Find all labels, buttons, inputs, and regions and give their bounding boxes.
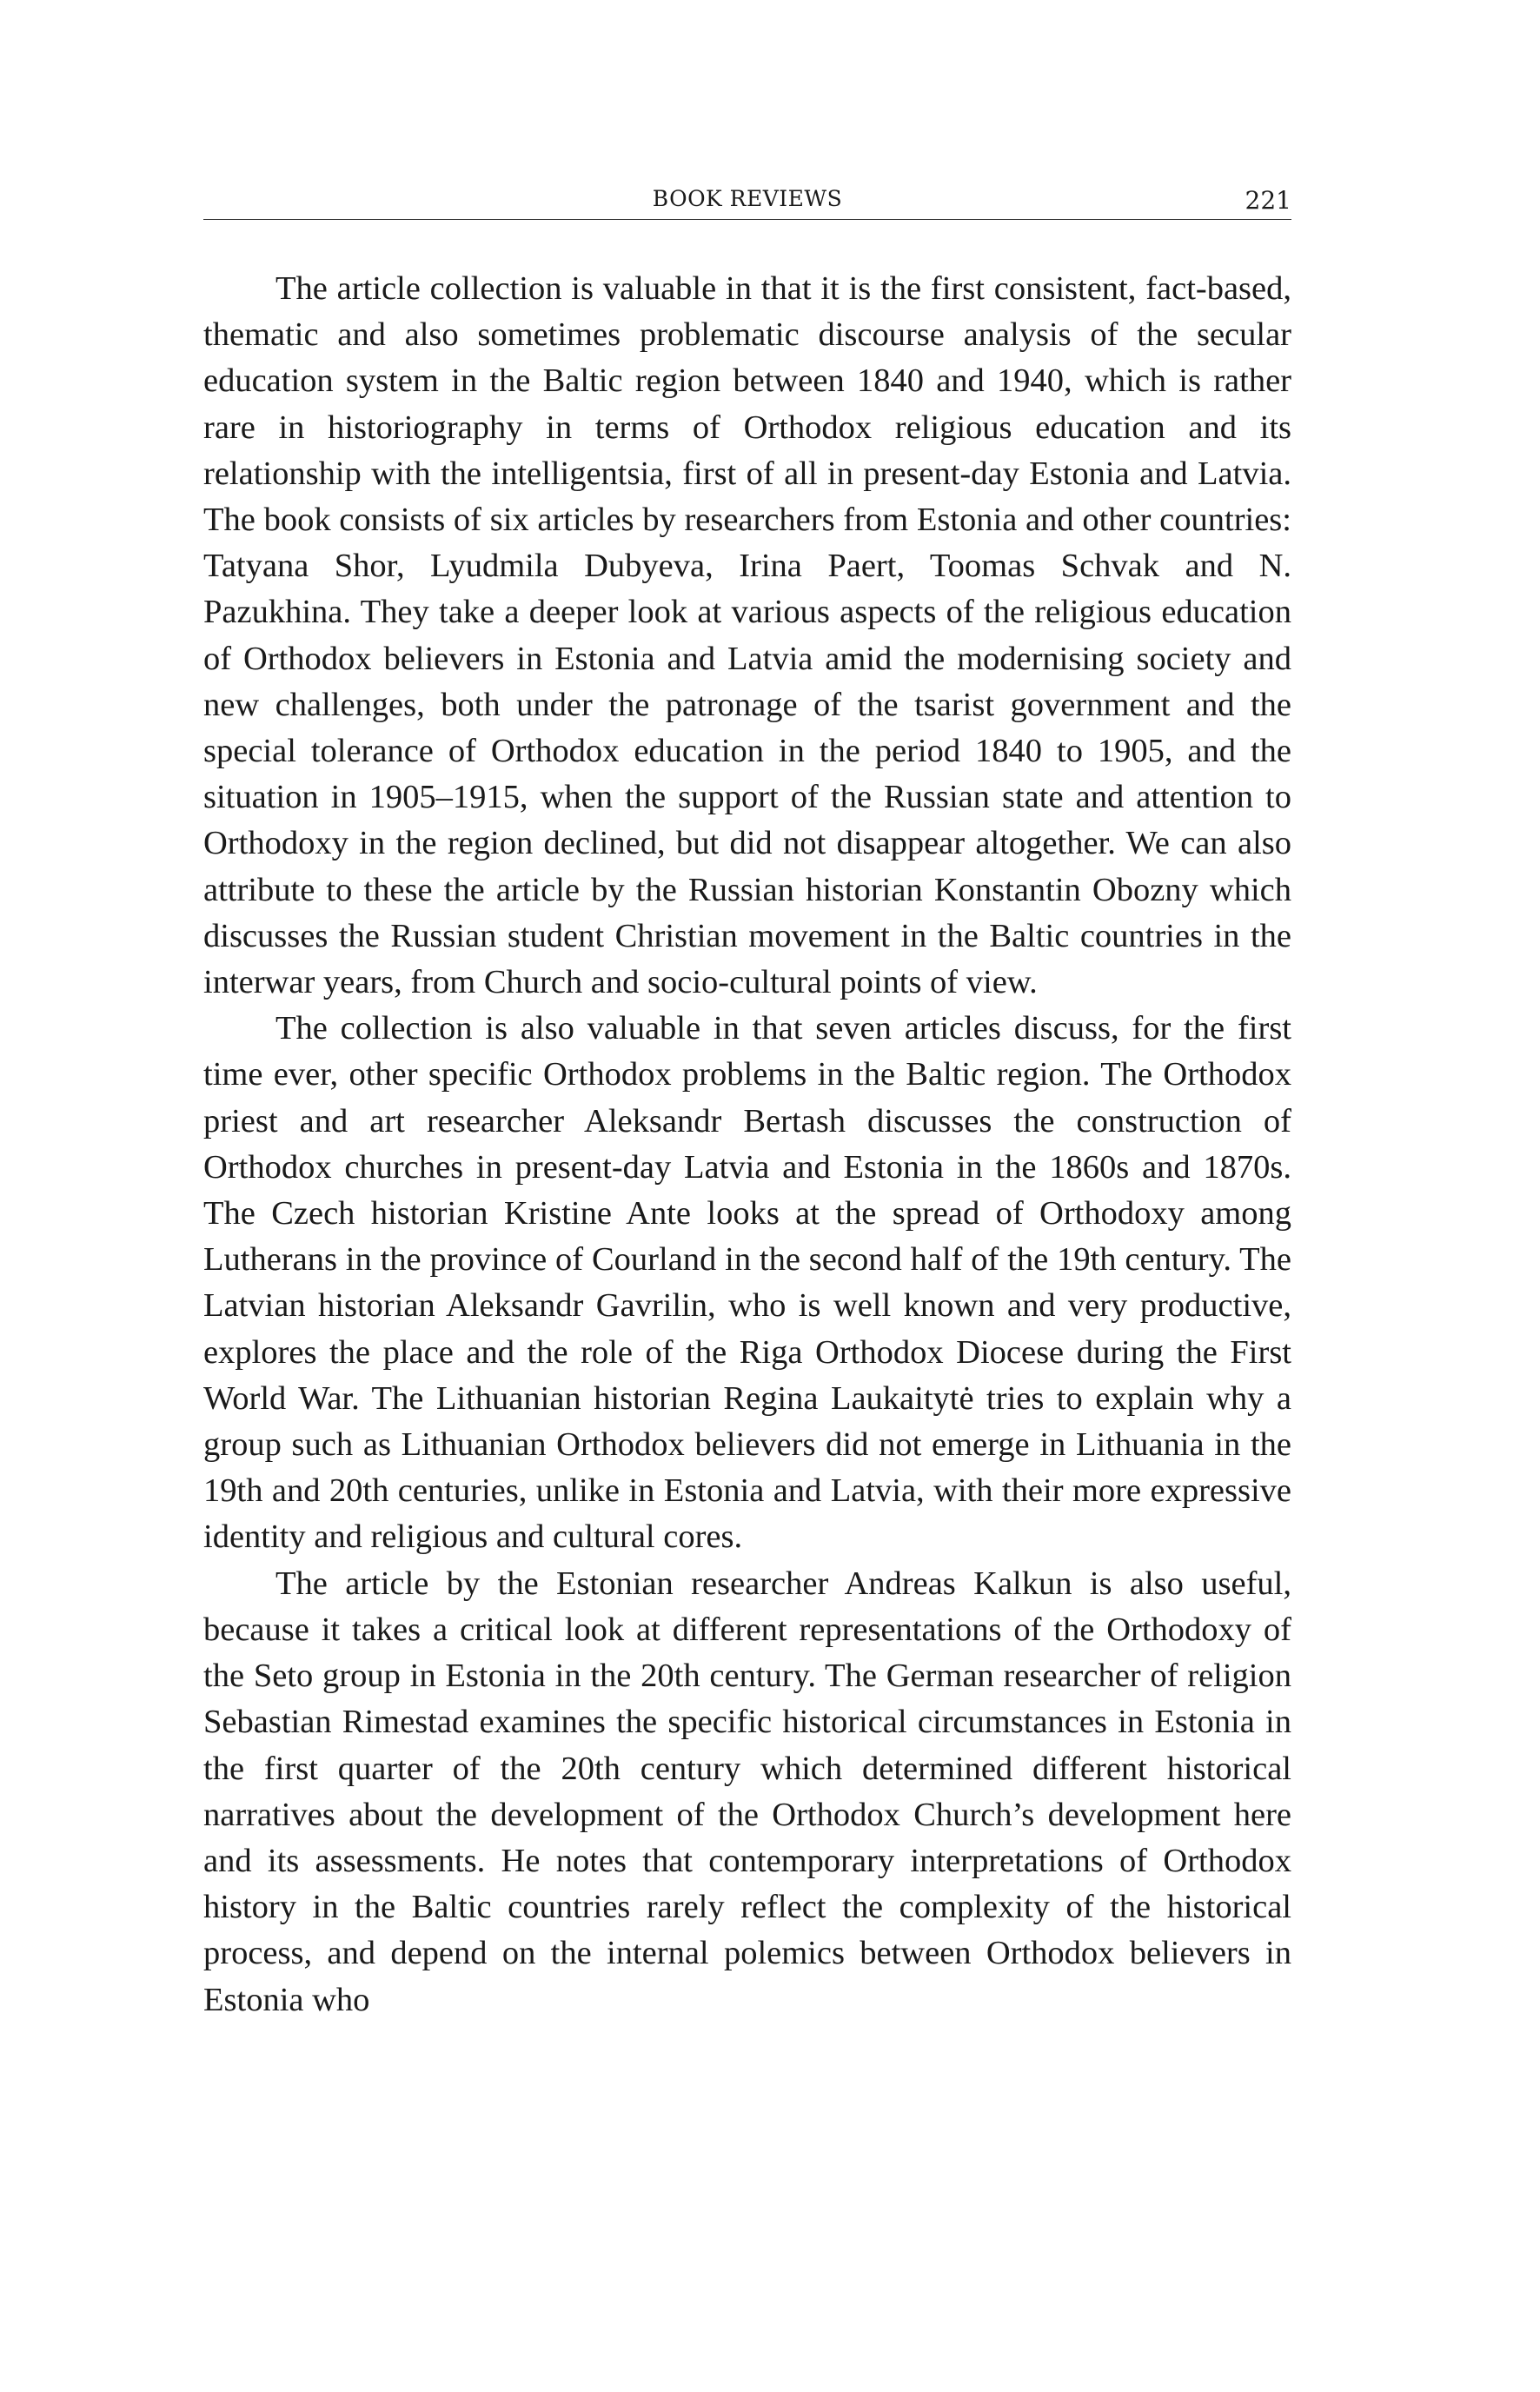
body-text bbox=[203, 266, 1291, 2023]
running-header bbox=[203, 184, 1291, 220]
book-page bbox=[203, 0, 1291, 2392]
paragraph-3: The article by the Estonian researcher Andreas Kalkun is also useful, because it takes a critical look at different representations of the Orthodoxy of the Seto group in Estonia in the 20th century. The German researcher of religion Sebastian Rimestad examines the specific historical circumstances in Estonia in the first quarter of the 20th century which determined different historical narratives about the development of the Orthodox Church’s development here and its assessments. He notes that contemporary interpretations of Orthodox history in the Baltic countries rarely reflect the complexity of the historical process, and depend on the internal polemics between Orthodox believers in Estonia who bbox=[203, 1565, 1291, 2018]
page-number: 221 bbox=[1245, 186, 1291, 215]
running-title: BOOK REVIEWS bbox=[652, 186, 843, 211]
paragraph-2: The collection is also valuable in that seven articles discuss, for the first time ever, other specific Orthodox problems in the Baltic region. The Orthodox priest and art researcher Aleksandr Bertash discusses the construction of Orthodox churches in present-day Latvia and Estonia in the 1860s and 1870s. The Czech historian Kristine Ante looks at the spread of Orthodoxy among Lutherans in the province of Courland in the second half of the 19th century. The Latvian historian Aleksandr Gavrilin, who is well known and very productive, explores the place and the role of the Riga Orthodox Diocese during the First World War. The Lithuanian historian Regina Laukaitytė tries to explain why a group such as Lithuanian Orthodox believers did not emerge in Lithuania in the 19th and 20th centuries, unlike in Estonia and Latvia, with their more expressive identity and religious and cultural cores. bbox=[203, 1010, 1291, 1556]
paragraph-1: The article collection is valuable in that it is the first consistent, fact-based, thematic and also sometimes problematic discourse analysis of the secular education system in the Baltic region between 1840 and 1940, which is rather rare in historiography in terms of Orthodox religious education and its relationship with the intelligentsia, first of all in present-day Estonia and Latvia. The book consists of six articles by researchers from Estonia and other countries: Tatyana Shor, Lyudmila Dubyeva, Irina Paert, Toomas Schvak and N. Pazukhina. They take a deeper look at various aspects of the religious education of Orthodox believers in Estonia and Latvia amid the modernising society and new challenges, both under the patronage of the tsarist government and the special tolerance of Orthodox education in the period 1840 to 1905, and the situation in 1905–1915, when the support of the Russian state and attention to Orthodoxy in the region declined, but did not disappear altogether. We can also attribute to these the article by the Russian historian Konstantin Obozny which discusses the Russian student Christian movement in the Baltic countries in the interwar years, from Church and socio-cultural points of view. bbox=[203, 270, 1291, 1001]
